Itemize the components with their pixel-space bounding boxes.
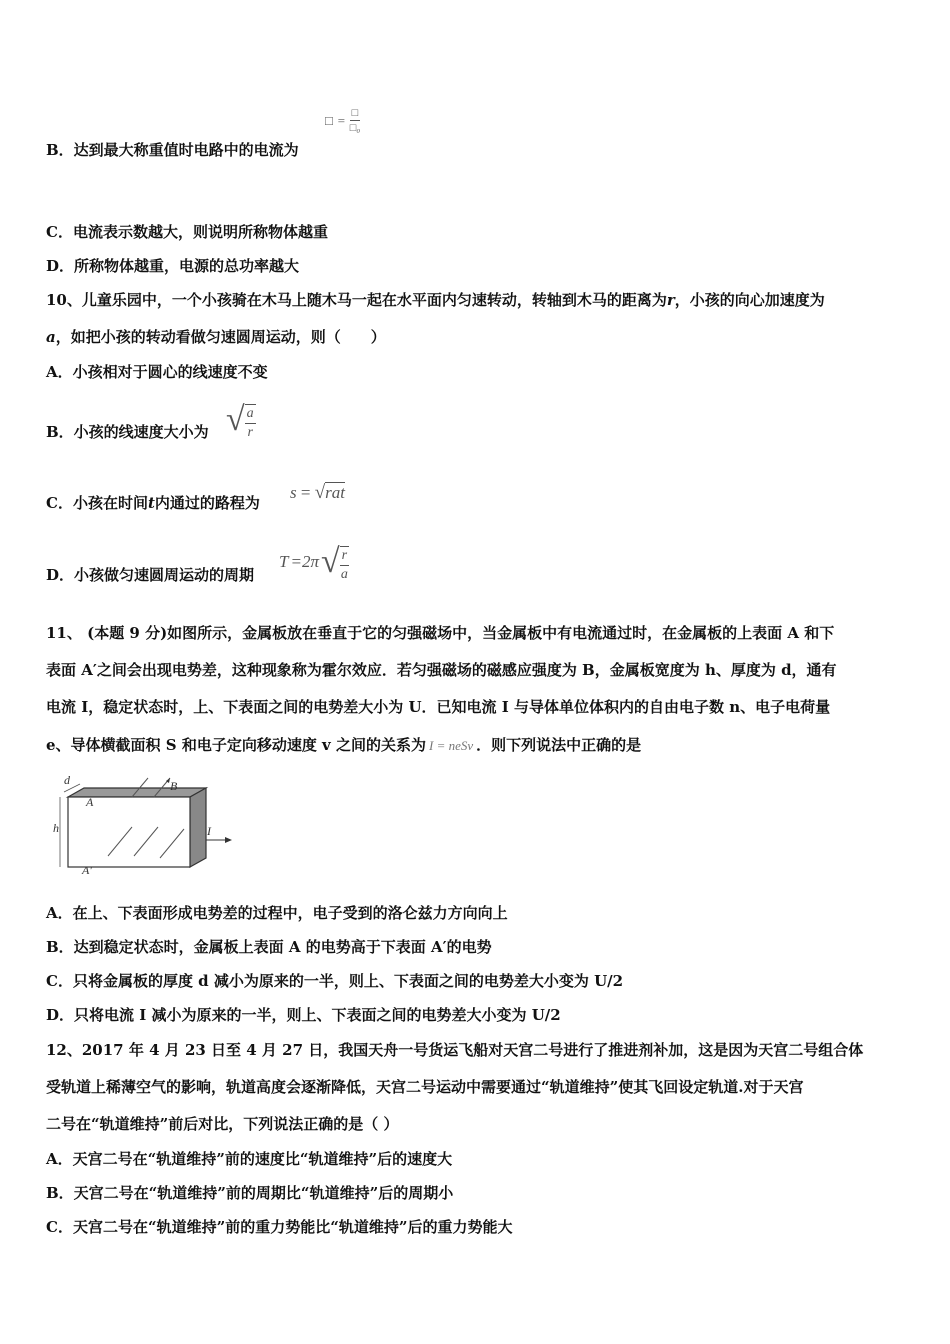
q10-option-c-text-2: 内通过的路程为 [154,494,260,512]
formula-denominator: a [340,567,348,582]
q11-stem-line2: 表面 A′之间会出现电势差，这种现象称为霍尔效应．若匀强磁场的磁感应强度为 B，金属板宽度为 h、厚度为 d，通有 [46,661,837,679]
q10-stem-text-2: ，小孩的向心加速度为 [674,291,825,309]
q9-option-b-formula [325,106,360,135]
q11-option-a: A．在上、下表面形成电势差的过程中，电子受到的洛仑兹力方向向上 [46,904,508,922]
q12-option-b: B．天宫二号在“轨道维持”前的周期比“轨道维持”后的周期小 [46,1184,454,1202]
q10-stem-line1 [46,290,825,310]
label-i: I [207,824,211,838]
formula-radicand: rat [325,483,345,502]
q10-option-c-text: C．小孩在时间 [46,494,148,512]
formula-eq: =2π [290,552,319,571]
plate-side-face [190,788,206,867]
q11-stem-line3: 电流 I，稳定状态时，上、下表面之间的电势差大小为 U．已知电流 I 与导体单位体积内的自由电子数 n、电子电荷量 [46,698,831,716]
q11-stem-line4 [46,735,641,756]
q10-option-c [46,493,260,513]
q11-option-b: B．达到稳定状态时，金属板上表面 A 的电势高于下表面 A′的电势 [46,938,492,956]
q11-stem-text: e、导体横截面积 S 和电子定向移动速度 v 之间的关系为 [46,736,426,754]
q12-stem-line1: 12、2017 年 4 月 23 日至 4 月 27 日，我国天舟一号货运飞船对天宫二号进行了推进剂补加，这是因为天宫二号组合体 [46,1041,864,1059]
label-b: B [170,779,178,793]
q10-option-d: D．小孩做匀速圆周运动的周期 [46,566,255,584]
q10-option-b: B．小孩的线速度大小为 [46,423,209,441]
q10-option-a: A．小孩相对于圆心的线速度不变 [46,363,268,381]
formula-eq: = [300,483,311,502]
q11-stem-line1: 11、 (本题 9 分)如图所示，金属板放在垂直于它的匀强磁场中，当金属板中有电流通过时，在金属板的上表面 A 和下 [46,624,835,642]
q12-option-c: C．天宫二号在“轨道维持”前的重力势能比“轨道维持”后的重力势能大 [46,1218,513,1236]
q10-stem-line2 [46,327,386,347]
q9-option-c: C．电流表示数越大，则说明所称物体越重 [46,223,328,241]
q11-stem-text-2: ．则下列说法中正确的是 [476,736,642,754]
var-a: a [46,328,56,346]
q10-option-d-formula: T =2π √ $\frac{r}{a}$ [279,543,348,582]
formula-numerator: □ [351,107,359,119]
q11-option-c: C．只将金属板的厚度 d 减小为原来的一半，则上、下表面之间的电势差大小变为 U/2 [46,972,624,990]
q9-option-b: B．达到最大称重值时电路中的电流为 [46,141,299,159]
current-arrowhead [225,837,232,843]
label-d: d [64,773,70,787]
q10-stem-text: 10、儿童乐园中，一个小孩骑在木马上随木马一起在水平面内匀速转动，转轴到木马的距离为 [46,291,667,309]
formula-lhs: □ [325,112,333,128]
formula-lhs: s [290,483,297,502]
q10-option-c-formula: s = √rat [290,482,345,503]
q10-option-b-formula: √ $\frac{a}{r}$ [226,401,254,440]
q11-relation-formula: I = neSv [428,738,474,753]
formula-eq: = [336,112,346,128]
var-t: t [147,494,155,512]
q12-option-a: A．天宫二号在“轨道维持”前的速度比“轨道维持”后的速度大 [46,1150,453,1168]
label-a: A [86,795,94,809]
q12-stem-line2: 受轨道上稀薄空气的影响，轨道高度会逐渐降低，天宫二号运动中需要通过“轨道维持”使其飞回设定轨道.对于天宫 [46,1078,804,1096]
formula-numerator: r [340,547,349,566]
q11-option-d: D．只将电流 I 减小为原来的一半，则上、下表面之间的电势差大小变为 U/2 [46,1006,561,1024]
q10-stem-text-3: ，如把小孩的转动看做匀速圆周运动，则（ ） [55,328,386,346]
formula-numerator: a [245,405,256,424]
q12-stem-line3: 二号在“轨道维持”前后对比，下列说法正确的是（ ） [46,1115,399,1133]
formula-denominator: r [247,425,253,440]
label-a-prime: A′ [82,863,92,877]
hall-effect-figure [50,770,240,878]
formula-denominator: □₀ [349,122,361,134]
label-h: h [53,821,59,835]
q9-option-d: D．所称物体越重，电源的总功率越大 [46,257,300,275]
var-r: r [666,291,675,309]
formula-lhs: T [279,552,289,571]
